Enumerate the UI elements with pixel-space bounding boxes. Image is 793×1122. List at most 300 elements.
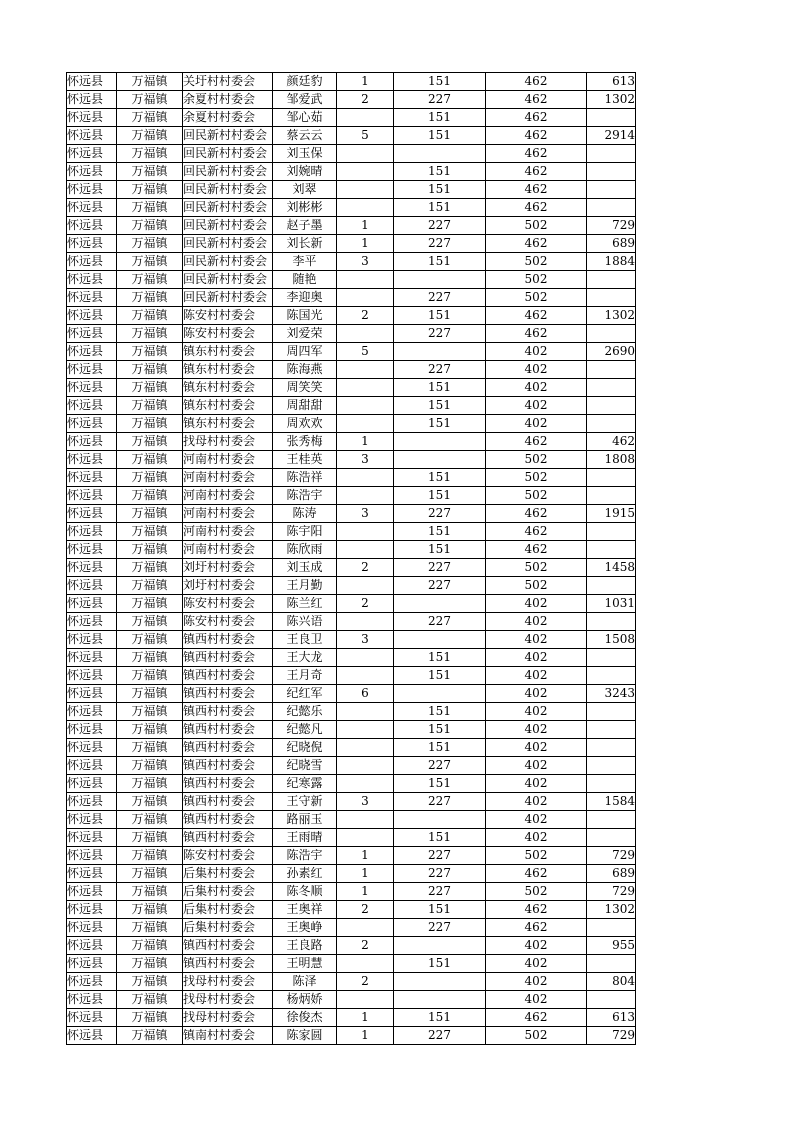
total-cell: 2690 bbox=[587, 343, 636, 361]
total-cell: 804 bbox=[587, 973, 636, 991]
table-row bbox=[67, 649, 636, 667]
amount-a-cell: 151 bbox=[394, 163, 486, 181]
amount-a-cell: 151 bbox=[394, 649, 486, 667]
household-size-cell: 3 bbox=[337, 631, 394, 649]
household-size-cell bbox=[337, 289, 394, 307]
name-cell: 王良卫 bbox=[273, 631, 337, 649]
total-cell bbox=[587, 469, 636, 487]
name-cell: 陈兴语 bbox=[273, 613, 337, 631]
town-cell: 万福镇 bbox=[117, 451, 183, 469]
village-committee-cell: 镇东村村委会 bbox=[183, 415, 273, 433]
amount-a-cell: 227 bbox=[394, 865, 486, 883]
amount-b-cell: 402 bbox=[486, 397, 587, 415]
table-row bbox=[67, 847, 636, 865]
name-cell: 颜廷豹 bbox=[273, 73, 337, 91]
table-row bbox=[67, 883, 636, 901]
village-committee-cell: 后集村村委会 bbox=[183, 865, 273, 883]
county-cell: 怀远县 bbox=[67, 631, 117, 649]
village-committee-cell: 回民新村村委会 bbox=[183, 235, 273, 253]
amount-b-cell: 502 bbox=[486, 883, 587, 901]
household-size-cell bbox=[337, 703, 394, 721]
name-cell: 陈欣雨 bbox=[273, 541, 337, 559]
total-cell: 1302 bbox=[587, 307, 636, 325]
county-cell: 怀远县 bbox=[67, 199, 117, 217]
table-row bbox=[67, 199, 636, 217]
household-size-cell bbox=[337, 487, 394, 505]
town-cell: 万福镇 bbox=[117, 91, 183, 109]
table-row bbox=[67, 289, 636, 307]
village-committee-cell: 镇西村村委会 bbox=[183, 811, 273, 829]
town-cell: 万福镇 bbox=[117, 649, 183, 667]
village-committee-cell: 镇东村村委会 bbox=[183, 397, 273, 415]
household-size-cell bbox=[337, 415, 394, 433]
amount-b-cell: 402 bbox=[486, 667, 587, 685]
village-committee-cell: 回民新村村委会 bbox=[183, 127, 273, 145]
amount-b-cell: 402 bbox=[486, 613, 587, 631]
total-cell bbox=[587, 577, 636, 595]
amount-b-cell: 502 bbox=[486, 487, 587, 505]
amount-b-cell: 462 bbox=[486, 1009, 587, 1027]
household-size-cell: 3 bbox=[337, 253, 394, 271]
county-cell: 怀远县 bbox=[67, 415, 117, 433]
table-row bbox=[67, 829, 636, 847]
town-cell: 万福镇 bbox=[117, 145, 183, 163]
town-cell: 万福镇 bbox=[117, 829, 183, 847]
town-cell: 万福镇 bbox=[117, 667, 183, 685]
amount-b-cell: 402 bbox=[486, 649, 587, 667]
household-size-cell: 1 bbox=[337, 1027, 394, 1045]
name-cell: 陈家圆 bbox=[273, 1027, 337, 1045]
town-cell: 万福镇 bbox=[117, 307, 183, 325]
county-cell: 怀远县 bbox=[67, 559, 117, 577]
village-committee-cell: 河南村村委会 bbox=[183, 523, 273, 541]
village-committee-cell: 镇西村村委会 bbox=[183, 667, 273, 685]
household-size-cell bbox=[337, 667, 394, 685]
town-cell: 万福镇 bbox=[117, 163, 183, 181]
household-size-cell bbox=[337, 271, 394, 289]
amount-b-cell: 462 bbox=[486, 505, 587, 523]
total-cell: 729 bbox=[587, 847, 636, 865]
village-committee-cell: 余夏村村委会 bbox=[183, 109, 273, 127]
town-cell: 万福镇 bbox=[117, 613, 183, 631]
total-cell bbox=[587, 829, 636, 847]
table-row bbox=[67, 811, 636, 829]
table-row bbox=[67, 703, 636, 721]
name-cell: 刘长新 bbox=[273, 235, 337, 253]
amount-a-cell bbox=[394, 991, 486, 1009]
amount-a-cell: 151 bbox=[394, 829, 486, 847]
amount-a-cell: 227 bbox=[394, 325, 486, 343]
name-cell: 陈涛 bbox=[273, 505, 337, 523]
name-cell: 周笑笑 bbox=[273, 379, 337, 397]
village-committee-cell: 刘圩村村委会 bbox=[183, 559, 273, 577]
total-cell bbox=[587, 991, 636, 1009]
household-size-cell bbox=[337, 361, 394, 379]
household-size-cell bbox=[337, 145, 394, 163]
amount-a-cell: 151 bbox=[394, 73, 486, 91]
household-size-cell: 3 bbox=[337, 793, 394, 811]
name-cell: 周欢欢 bbox=[273, 415, 337, 433]
total-cell bbox=[587, 109, 636, 127]
county-cell: 怀远县 bbox=[67, 91, 117, 109]
village-committee-cell: 回民新村村委会 bbox=[183, 163, 273, 181]
amount-b-cell: 402 bbox=[486, 937, 587, 955]
village-committee-cell: 河南村村委会 bbox=[183, 469, 273, 487]
table-row bbox=[67, 91, 636, 109]
amount-a-cell: 227 bbox=[394, 217, 486, 235]
amount-a-cell: 151 bbox=[394, 181, 486, 199]
household-size-cell bbox=[337, 721, 394, 739]
table-row bbox=[67, 1027, 636, 1045]
amount-b-cell: 462 bbox=[486, 235, 587, 253]
total-cell bbox=[587, 757, 636, 775]
total-cell bbox=[587, 739, 636, 757]
amount-a-cell bbox=[394, 937, 486, 955]
amount-a-cell bbox=[394, 811, 486, 829]
county-cell: 怀远县 bbox=[67, 703, 117, 721]
village-committee-cell: 找母村村委会 bbox=[183, 973, 273, 991]
table-row bbox=[67, 271, 636, 289]
village-committee-cell: 镇西村村委会 bbox=[183, 829, 273, 847]
household-size-cell: 2 bbox=[337, 937, 394, 955]
village-committee-cell: 陈安村村委会 bbox=[183, 307, 273, 325]
village-committee-cell: 回民新村村委会 bbox=[183, 199, 273, 217]
amount-a-cell bbox=[394, 631, 486, 649]
household-size-cell: 1 bbox=[337, 217, 394, 235]
name-cell: 王奥祥 bbox=[273, 901, 337, 919]
table-row bbox=[67, 937, 636, 955]
village-committee-cell: 陈安村村委会 bbox=[183, 325, 273, 343]
town-cell: 万福镇 bbox=[117, 271, 183, 289]
name-cell: 陈宇阳 bbox=[273, 523, 337, 541]
county-cell: 怀远县 bbox=[67, 379, 117, 397]
name-cell: 陈兰红 bbox=[273, 595, 337, 613]
county-cell: 怀远县 bbox=[67, 901, 117, 919]
name-cell: 李平 bbox=[273, 253, 337, 271]
name-cell: 王良路 bbox=[273, 937, 337, 955]
county-cell: 怀远县 bbox=[67, 757, 117, 775]
amount-a-cell: 227 bbox=[394, 757, 486, 775]
household-size-cell bbox=[337, 469, 394, 487]
total-cell bbox=[587, 145, 636, 163]
county-cell: 怀远县 bbox=[67, 271, 117, 289]
table-row bbox=[67, 901, 636, 919]
town-cell: 万福镇 bbox=[117, 235, 183, 253]
amount-a-cell: 227 bbox=[394, 577, 486, 595]
town-cell: 万福镇 bbox=[117, 217, 183, 235]
total-cell bbox=[587, 397, 636, 415]
household-size-cell: 2 bbox=[337, 559, 394, 577]
amount-a-cell: 151 bbox=[394, 469, 486, 487]
total-cell: 462 bbox=[587, 433, 636, 451]
total-cell bbox=[587, 379, 636, 397]
total-cell bbox=[587, 721, 636, 739]
table-row bbox=[67, 163, 636, 181]
household-size-cell: 6 bbox=[337, 685, 394, 703]
amount-a-cell: 151 bbox=[394, 127, 486, 145]
name-cell: 王桂英 bbox=[273, 451, 337, 469]
amount-b-cell: 462 bbox=[486, 433, 587, 451]
name-cell: 纪懿凡 bbox=[273, 721, 337, 739]
table-row bbox=[67, 685, 636, 703]
county-cell: 怀远县 bbox=[67, 397, 117, 415]
total-cell: 1458 bbox=[587, 559, 636, 577]
town-cell: 万福镇 bbox=[117, 1009, 183, 1027]
table-row bbox=[67, 415, 636, 433]
total-cell bbox=[587, 667, 636, 685]
county-cell: 怀远县 bbox=[67, 577, 117, 595]
village-committee-cell: 镇西村村委会 bbox=[183, 685, 273, 703]
amount-a-cell: 151 bbox=[394, 415, 486, 433]
table-row bbox=[67, 235, 636, 253]
county-cell: 怀远县 bbox=[67, 685, 117, 703]
table-row bbox=[67, 397, 636, 415]
town-cell: 万福镇 bbox=[117, 181, 183, 199]
amount-a-cell: 151 bbox=[394, 307, 486, 325]
town-cell: 万福镇 bbox=[117, 325, 183, 343]
table-row bbox=[67, 739, 636, 757]
name-cell: 徐俊杰 bbox=[273, 1009, 337, 1027]
total-cell: 1915 bbox=[587, 505, 636, 523]
amount-a-cell: 227 bbox=[394, 559, 486, 577]
county-cell: 怀远县 bbox=[67, 613, 117, 631]
household-size-cell: 1 bbox=[337, 883, 394, 901]
amount-b-cell: 462 bbox=[486, 145, 587, 163]
amount-a-cell: 151 bbox=[394, 379, 486, 397]
county-cell: 怀远县 bbox=[67, 145, 117, 163]
total-cell: 1584 bbox=[587, 793, 636, 811]
amount-a-cell bbox=[394, 595, 486, 613]
table-row bbox=[67, 721, 636, 739]
amount-b-cell: 402 bbox=[486, 739, 587, 757]
amount-a-cell: 227 bbox=[394, 91, 486, 109]
household-size-cell bbox=[337, 199, 394, 217]
amount-b-cell: 462 bbox=[486, 73, 587, 91]
town-cell: 万福镇 bbox=[117, 379, 183, 397]
county-cell: 怀远县 bbox=[67, 217, 117, 235]
county-cell: 怀远县 bbox=[67, 505, 117, 523]
amount-a-cell: 227 bbox=[394, 919, 486, 937]
amount-b-cell: 402 bbox=[486, 991, 587, 1009]
county-cell: 怀远县 bbox=[67, 451, 117, 469]
amount-a-cell: 227 bbox=[394, 1027, 486, 1045]
amount-a-cell: 227 bbox=[394, 613, 486, 631]
amount-b-cell: 402 bbox=[486, 685, 587, 703]
name-cell: 刘翠 bbox=[273, 181, 337, 199]
amount-b-cell: 462 bbox=[486, 901, 587, 919]
name-cell: 随艳 bbox=[273, 271, 337, 289]
county-cell: 怀远县 bbox=[67, 1009, 117, 1027]
town-cell: 万福镇 bbox=[117, 541, 183, 559]
village-committee-cell: 回民新村村委会 bbox=[183, 289, 273, 307]
table-row bbox=[67, 487, 636, 505]
table-row bbox=[67, 145, 636, 163]
town-cell: 万福镇 bbox=[117, 397, 183, 415]
table-row bbox=[67, 469, 636, 487]
county-cell: 怀远县 bbox=[67, 829, 117, 847]
name-cell: 孙素红 bbox=[273, 865, 337, 883]
name-cell: 纪红军 bbox=[273, 685, 337, 703]
amount-b-cell: 462 bbox=[486, 307, 587, 325]
household-size-cell bbox=[337, 775, 394, 793]
amount-a-cell: 227 bbox=[394, 289, 486, 307]
amount-a-cell: 151 bbox=[394, 775, 486, 793]
county-cell: 怀远县 bbox=[67, 865, 117, 883]
amount-b-cell: 402 bbox=[486, 829, 587, 847]
household-size-cell: 1 bbox=[337, 433, 394, 451]
household-size-cell: 2 bbox=[337, 91, 394, 109]
total-cell: 729 bbox=[587, 1027, 636, 1045]
town-cell: 万福镇 bbox=[117, 865, 183, 883]
household-size-cell: 3 bbox=[337, 451, 394, 469]
amount-b-cell: 502 bbox=[486, 577, 587, 595]
amount-a-cell: 151 bbox=[394, 955, 486, 973]
amount-a-cell bbox=[394, 685, 486, 703]
table-row bbox=[67, 757, 636, 775]
table-row bbox=[67, 217, 636, 235]
total-cell bbox=[587, 649, 636, 667]
table-row bbox=[67, 523, 636, 541]
table-row bbox=[67, 865, 636, 883]
county-cell: 怀远县 bbox=[67, 235, 117, 253]
total-cell: 689 bbox=[587, 235, 636, 253]
village-committee-cell: 镇东村村委会 bbox=[183, 361, 273, 379]
amount-b-cell: 502 bbox=[486, 1027, 587, 1045]
town-cell: 万福镇 bbox=[117, 775, 183, 793]
village-committee-cell: 镇东村村委会 bbox=[183, 343, 273, 361]
table-row bbox=[67, 505, 636, 523]
name-cell: 路丽玉 bbox=[273, 811, 337, 829]
town-cell: 万福镇 bbox=[117, 703, 183, 721]
total-cell bbox=[587, 361, 636, 379]
amount-a-cell: 151 bbox=[394, 667, 486, 685]
household-size-cell bbox=[337, 649, 394, 667]
amount-b-cell: 502 bbox=[486, 451, 587, 469]
amount-b-cell: 462 bbox=[486, 181, 587, 199]
table-body bbox=[67, 73, 636, 1045]
total-cell bbox=[587, 181, 636, 199]
total-cell: 729 bbox=[587, 217, 636, 235]
town-cell: 万福镇 bbox=[117, 343, 183, 361]
household-size-cell bbox=[337, 811, 394, 829]
name-cell: 纪晓倪 bbox=[273, 739, 337, 757]
amount-a-cell: 227 bbox=[394, 361, 486, 379]
amount-b-cell: 462 bbox=[486, 523, 587, 541]
county-cell: 怀远县 bbox=[67, 109, 117, 127]
amount-a-cell bbox=[394, 433, 486, 451]
table-row bbox=[67, 919, 636, 937]
name-cell: 周四军 bbox=[273, 343, 337, 361]
name-cell: 刘玉保 bbox=[273, 145, 337, 163]
table-row bbox=[67, 991, 636, 1009]
total-cell: 1808 bbox=[587, 451, 636, 469]
town-cell: 万福镇 bbox=[117, 559, 183, 577]
total-cell bbox=[587, 199, 636, 217]
household-size-cell: 2 bbox=[337, 973, 394, 991]
amount-a-cell: 151 bbox=[394, 397, 486, 415]
county-cell: 怀远县 bbox=[67, 1027, 117, 1045]
village-committee-cell: 回民新村村委会 bbox=[183, 145, 273, 163]
village-committee-cell: 回民新村村委会 bbox=[183, 181, 273, 199]
village-committee-cell: 镇西村村委会 bbox=[183, 937, 273, 955]
village-committee-cell: 刘圩村村委会 bbox=[183, 577, 273, 595]
amount-b-cell: 502 bbox=[486, 559, 587, 577]
table-row bbox=[67, 73, 636, 91]
town-cell: 万福镇 bbox=[117, 289, 183, 307]
county-cell: 怀远县 bbox=[67, 721, 117, 739]
name-cell: 王雨晴 bbox=[273, 829, 337, 847]
household-size-cell bbox=[337, 523, 394, 541]
name-cell: 赵子墨 bbox=[273, 217, 337, 235]
town-cell: 万福镇 bbox=[117, 1027, 183, 1045]
household-size-cell: 5 bbox=[337, 127, 394, 145]
name-cell: 周甜甜 bbox=[273, 397, 337, 415]
total-cell: 3243 bbox=[587, 685, 636, 703]
town-cell: 万福镇 bbox=[117, 361, 183, 379]
village-committee-cell: 找母村村委会 bbox=[183, 1009, 273, 1027]
name-cell: 刘玉成 bbox=[273, 559, 337, 577]
household-size-cell bbox=[337, 757, 394, 775]
name-cell: 刘婉晴 bbox=[273, 163, 337, 181]
village-committee-cell: 陈安村村委会 bbox=[183, 595, 273, 613]
household-size-cell: 1 bbox=[337, 865, 394, 883]
village-committee-cell: 镇西村村委会 bbox=[183, 793, 273, 811]
total-cell: 2914 bbox=[587, 127, 636, 145]
household-size-cell: 1 bbox=[337, 847, 394, 865]
name-cell: 陈海燕 bbox=[273, 361, 337, 379]
town-cell: 万福镇 bbox=[117, 415, 183, 433]
household-size-cell bbox=[337, 613, 394, 631]
village-committee-cell: 回民新村村委会 bbox=[183, 271, 273, 289]
town-cell: 万福镇 bbox=[117, 469, 183, 487]
amount-b-cell: 462 bbox=[486, 541, 587, 559]
name-cell: 张秀梅 bbox=[273, 433, 337, 451]
household-size-cell bbox=[337, 739, 394, 757]
total-cell: 1884 bbox=[587, 253, 636, 271]
amount-b-cell: 462 bbox=[486, 91, 587, 109]
household-size-cell: 2 bbox=[337, 595, 394, 613]
county-cell: 怀远县 bbox=[67, 541, 117, 559]
county-cell: 怀远县 bbox=[67, 793, 117, 811]
table-row bbox=[67, 451, 636, 469]
village-committee-cell: 关圩村村委会 bbox=[183, 73, 273, 91]
table-row bbox=[67, 109, 636, 127]
amount-a-cell: 151 bbox=[394, 199, 486, 217]
county-cell: 怀远县 bbox=[67, 325, 117, 343]
amount-a-cell: 151 bbox=[394, 721, 486, 739]
amount-a-cell: 227 bbox=[394, 793, 486, 811]
village-committee-cell: 镇西村村委会 bbox=[183, 649, 273, 667]
table-row bbox=[67, 667, 636, 685]
village-committee-cell: 河南村村委会 bbox=[183, 541, 273, 559]
town-cell: 万福镇 bbox=[117, 793, 183, 811]
name-cell: 王明慧 bbox=[273, 955, 337, 973]
name-cell: 邹心茹 bbox=[273, 109, 337, 127]
name-cell: 陈泽 bbox=[273, 973, 337, 991]
total-cell: 1031 bbox=[587, 595, 636, 613]
amount-a-cell bbox=[394, 451, 486, 469]
name-cell: 纪懿乐 bbox=[273, 703, 337, 721]
town-cell: 万福镇 bbox=[117, 739, 183, 757]
household-size-cell bbox=[337, 379, 394, 397]
county-cell: 怀远县 bbox=[67, 667, 117, 685]
village-committee-cell: 镇西村村委会 bbox=[183, 631, 273, 649]
table-row bbox=[67, 595, 636, 613]
amount-b-cell: 402 bbox=[486, 973, 587, 991]
county-cell: 怀远县 bbox=[67, 361, 117, 379]
household-size-cell: 1 bbox=[337, 235, 394, 253]
village-committee-cell: 镇南村村委会 bbox=[183, 1027, 273, 1045]
